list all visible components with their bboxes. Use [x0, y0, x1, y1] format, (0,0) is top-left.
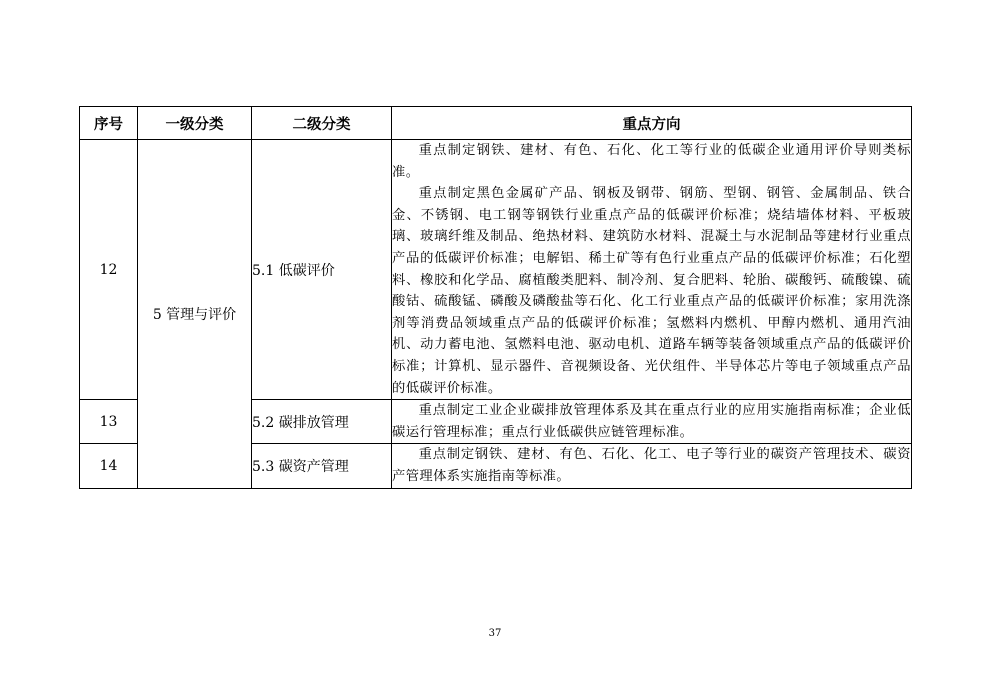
- row-direction: [392, 400, 912, 444]
- direction-paragraph: 重点制定钢铁、建材、有色、石化、化工等行业的低碳企业通用评价导则类标准。: [392, 143, 911, 180]
- row-direction: [392, 444, 912, 488]
- table-header-row: [80, 107, 912, 140]
- row-category2: 5.2 碳排放管理: [252, 400, 392, 444]
- row-category1: 5 管理与评价: [138, 140, 252, 489]
- row-direction: [392, 140, 912, 400]
- standards-table: [79, 106, 912, 489]
- direction-paragraph: 重点制定工业企业碳排放管理体系及其在重点行业的应用实施指南标准；企业低碳运行管理标准；重点行业低碳供应链管理标准。: [392, 403, 911, 440]
- row-category2: 5.3 碳资产管理: [252, 444, 392, 488]
- header-category1: 一级分类: [138, 107, 252, 140]
- header-index: 序号: [80, 107, 138, 140]
- row-category2: 5.1 低碳评价: [252, 140, 392, 400]
- direction-paragraph: 重点制定钢铁、建材、有色、石化、化工、电子等行业的碳资产管理技术、碳资产管理体系实施指南等标准。: [392, 447, 911, 484]
- row-index: 14: [80, 444, 138, 488]
- header-category2: 二级分类: [252, 107, 392, 140]
- row-index: 13: [80, 400, 138, 444]
- row-index: 12: [80, 140, 138, 400]
- page-number: 37: [488, 628, 502, 639]
- header-direction: 重点方向: [392, 107, 912, 140]
- table-row: [80, 140, 912, 400]
- direction-paragraph: 重点制定黑色金属矿产品、钢板及钢带、钢筋、型钢、钢管、金属制品、铁合金、不锈钢、电工钢等钢铁行业重点产品的低碳评价标准；烧结墙体材料、平板玻璃、玻璃纤维及制品、绝热材料、建筑防水材料、混凝土与水泥制品等建材行业重点产品的低碳评价标准；电解铝、稀土矿等有色行业重点产品的低碳评价标准；石化塑料、橡胶和化学品、腐植酸类肥料、制冷剂、复合肥料、轮胎、碳酸钙、硫酸镍、硫酸钴、硫酸锰、磷酸及磷酸盐等石化、化工行业重点产品的低碳评价标准；家用洗涤剂等消费品领域重点产品的低碳评价标准；氢燃料内燃机、甲醇内燃机、通用汽油机、动力蓄电池、氢燃料电池、驱动电机、道路车辆等装备领域重点产品的低碳评价标准；计算机、显示器件、音视频设备、光伏组件、半导体芯片等电子领域重点产品的低碳评价标准。: [392, 186, 911, 396]
